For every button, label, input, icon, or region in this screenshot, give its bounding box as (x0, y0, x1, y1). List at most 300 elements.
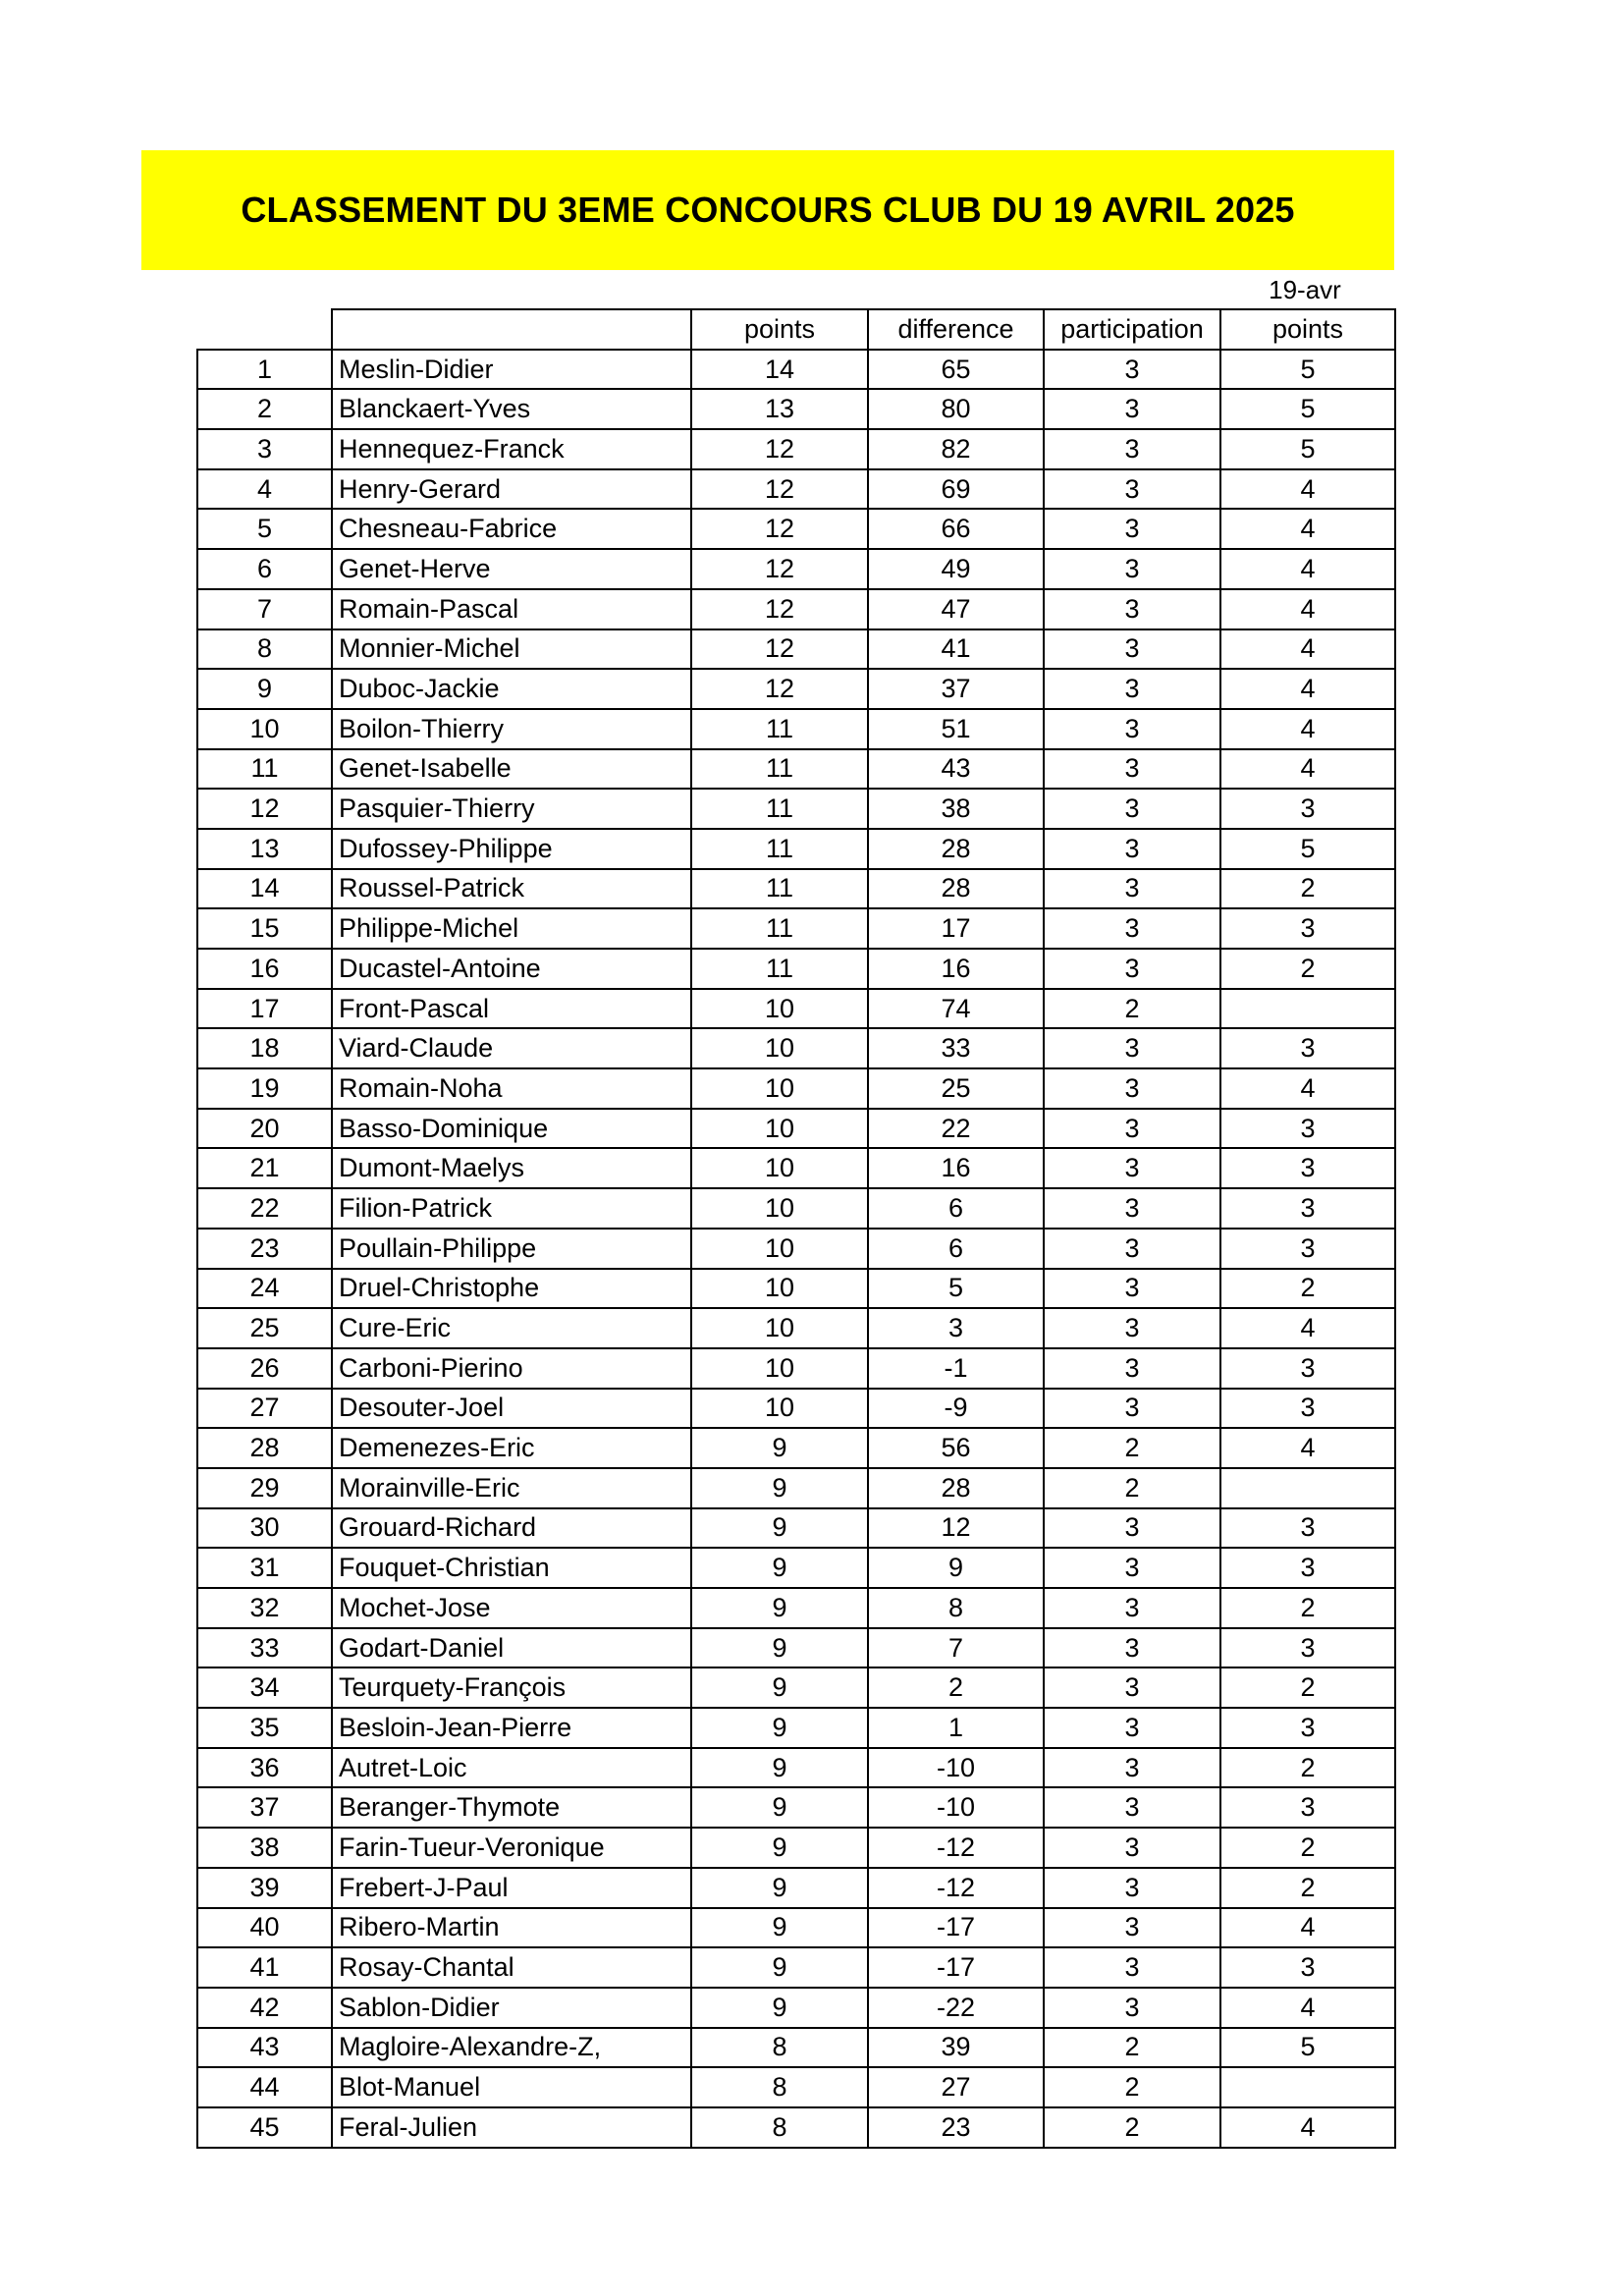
table-row (197, 949, 1395, 989)
cell-day-points: 3 (1220, 1109, 1395, 1149)
cell-day-points: 5 (1220, 350, 1395, 390)
cell-participation: 3 (1044, 1708, 1220, 1748)
cell-rank: 14 (197, 869, 332, 909)
cell-participation: 3 (1044, 1389, 1220, 1429)
cell-difference: 5 (868, 1269, 1044, 1309)
cell-points: 8 (691, 2107, 868, 2148)
cell-day-points: 4 (1220, 2107, 1395, 2148)
cell-rank: 18 (197, 1028, 332, 1068)
cell-rank: 9 (197, 669, 332, 709)
cell-points: 11 (691, 789, 868, 829)
cell-difference: 65 (868, 350, 1044, 390)
cell-day-points: 3 (1220, 1188, 1395, 1229)
cell-difference: 33 (868, 1028, 1044, 1068)
table-row (197, 1947, 1395, 1988)
cell-points: 14 (691, 350, 868, 390)
cell-participation: 3 (1044, 549, 1220, 589)
table-row (197, 1028, 1395, 1068)
cell-name: Feral-Julien (332, 2107, 691, 2148)
cell-name: Philippe-Michel (332, 908, 691, 949)
cell-participation: 3 (1044, 1787, 1220, 1828)
table-row (197, 1348, 1395, 1389)
page-title: CLASSEMENT DU 3EME CONCOURS CLUB DU 19 AVRIL 2025 (241, 190, 1295, 230)
cell-day-points: 3 (1220, 908, 1395, 949)
cell-points: 9 (691, 1828, 868, 1868)
cell-participation: 2 (1044, 989, 1220, 1029)
table-row (197, 829, 1395, 869)
table-row (197, 1988, 1395, 2028)
cell-name: Teurquety-François (332, 1667, 691, 1708)
table-row (197, 1588, 1395, 1628)
cell-name: Front-Pascal (332, 989, 691, 1029)
table-row (197, 1748, 1395, 1788)
cell-points: 10 (691, 1229, 868, 1269)
cell-points: 10 (691, 1389, 868, 1429)
table-row (197, 1868, 1395, 1908)
cell-rank: 2 (197, 389, 332, 429)
cell-points: 11 (691, 749, 868, 790)
cell-name: Genet-Herve (332, 549, 691, 589)
cell-participation: 3 (1044, 1269, 1220, 1309)
cell-difference: 12 (868, 1508, 1044, 1549)
cell-points: 11 (691, 949, 868, 989)
cell-day-points: 3 (1220, 789, 1395, 829)
cell-day-points: 4 (1220, 1428, 1395, 1468)
cell-points: 9 (691, 1667, 868, 1708)
cell-participation: 3 (1044, 1667, 1220, 1708)
cell-difference: -1 (868, 1348, 1044, 1389)
cell-points: 10 (691, 1188, 868, 1229)
cell-difference: -22 (868, 1988, 1044, 2028)
cell-difference: 69 (868, 469, 1044, 510)
cell-rank: 16 (197, 949, 332, 989)
table-row (197, 1148, 1395, 1188)
cell-name: Frebert-J-Paul (332, 1868, 691, 1908)
cell-points: 9 (691, 1748, 868, 1788)
cell-participation: 3 (1044, 1868, 1220, 1908)
cell-difference: 43 (868, 749, 1044, 790)
cell-participation: 3 (1044, 469, 1220, 510)
cell-rank: 43 (197, 2028, 332, 2068)
cell-day-points (1220, 989, 1395, 1029)
cell-name: Grouard-Richard (332, 1508, 691, 1549)
cell-rank: 35 (197, 1708, 332, 1748)
table-row (197, 1787, 1395, 1828)
cell-difference: 23 (868, 2107, 1044, 2148)
cell-rank: 6 (197, 549, 332, 589)
cell-rank: 37 (197, 1787, 332, 1828)
cell-rank: 5 (197, 509, 332, 549)
cell-participation: 3 (1044, 949, 1220, 989)
cell-participation: 3 (1044, 1947, 1220, 1988)
cell-day-points: 3 (1220, 1548, 1395, 1588)
cell-participation: 2 (1044, 2028, 1220, 2068)
cell-difference: 28 (868, 869, 1044, 909)
table-row (197, 908, 1395, 949)
cell-day-points: 4 (1220, 469, 1395, 510)
cell-difference: 3 (868, 1308, 1044, 1348)
cell-points: 9 (691, 1628, 868, 1668)
cell-name: Dufossey-Philippe (332, 829, 691, 869)
cell-difference: -12 (868, 1828, 1044, 1868)
cell-name: Romain-Pascal (332, 589, 691, 629)
table-row (197, 709, 1395, 749)
table-row (197, 1508, 1395, 1549)
header-day-points: points (1220, 309, 1395, 350)
cell-participation: 3 (1044, 1828, 1220, 1868)
cell-participation: 3 (1044, 1188, 1220, 1229)
table-row (197, 1908, 1395, 1948)
cell-day-points: 4 (1220, 549, 1395, 589)
cell-participation: 3 (1044, 1229, 1220, 1269)
cell-points: 9 (691, 1908, 868, 1948)
cell-name: Magloire-Alexandre-Z, (332, 2028, 691, 2068)
cell-difference: 8 (868, 1588, 1044, 1628)
cell-name: Boilon-Thierry (332, 709, 691, 749)
cell-points: 10 (691, 1148, 868, 1188)
cell-rank: 23 (197, 1229, 332, 1269)
cell-name: Besloin-Jean-Pierre (332, 1708, 691, 1748)
cell-name: Farin-Tueur-Veronique (332, 1828, 691, 1868)
date-header: 19-avr (1269, 274, 1341, 304)
cell-rank: 1 (197, 350, 332, 390)
cell-points: 9 (691, 1508, 868, 1549)
cell-day-points: 3 (1220, 1028, 1395, 1068)
cell-day-points: 3 (1220, 1947, 1395, 1988)
cell-difference: 6 (868, 1229, 1044, 1269)
cell-points: 10 (691, 1028, 868, 1068)
cell-name: Roussel-Patrick (332, 869, 691, 909)
cell-name: Duboc-Jackie (332, 669, 691, 709)
cell-participation: 3 (1044, 749, 1220, 790)
table-row (197, 2028, 1395, 2068)
cell-points: 11 (691, 709, 868, 749)
cell-rank: 25 (197, 1308, 332, 1348)
cell-difference: 7 (868, 1628, 1044, 1668)
table-row (197, 749, 1395, 790)
cell-participation: 3 (1044, 1628, 1220, 1668)
cell-participation: 2 (1044, 2067, 1220, 2107)
cell-participation: 3 (1044, 1348, 1220, 1389)
cell-name: Romain-Noha (332, 1068, 691, 1109)
cell-participation: 3 (1044, 908, 1220, 949)
cell-participation: 3 (1044, 629, 1220, 670)
table-row (197, 350, 1395, 390)
table-row (197, 429, 1395, 469)
cell-rank: 24 (197, 1269, 332, 1309)
table-row (197, 1068, 1395, 1109)
cell-difference: 56 (868, 1428, 1044, 1468)
cell-rank: 3 (197, 429, 332, 469)
cell-participation: 3 (1044, 669, 1220, 709)
cell-name: Fouquet-Christian (332, 1548, 691, 1588)
table-row (197, 1468, 1395, 1508)
cell-day-points: 4 (1220, 1988, 1395, 2028)
table-row (197, 1548, 1395, 1588)
cell-rank: 17 (197, 989, 332, 1029)
cell-rank: 13 (197, 829, 332, 869)
cell-name: Chesneau-Fabrice (332, 509, 691, 549)
cell-points: 11 (691, 908, 868, 949)
cell-difference: 47 (868, 589, 1044, 629)
cell-day-points: 2 (1220, 1269, 1395, 1309)
cell-rank: 31 (197, 1548, 332, 1588)
cell-rank: 22 (197, 1188, 332, 1229)
cell-points: 9 (691, 1428, 868, 1468)
cell-name: Poullain-Philippe (332, 1229, 691, 1269)
table-row (197, 1269, 1395, 1309)
cell-name: Dumont-Maelys (332, 1148, 691, 1188)
cell-points: 9 (691, 1868, 868, 1908)
cell-rank: 36 (197, 1748, 332, 1788)
cell-name: Pasquier-Thierry (332, 789, 691, 829)
cell-participation: 3 (1044, 589, 1220, 629)
cell-points: 12 (691, 469, 868, 510)
header-points: points (691, 309, 868, 350)
cell-name: Sablon-Didier (332, 1988, 691, 2028)
table-row (197, 869, 1395, 909)
table-row (197, 1428, 1395, 1468)
cell-day-points: 4 (1220, 1908, 1395, 1948)
cell-name: Ribero-Martin (332, 1908, 691, 1948)
cell-name: Basso-Dominique (332, 1109, 691, 1149)
cell-participation: 3 (1044, 1548, 1220, 1588)
cell-name: Meslin-Didier (332, 350, 691, 390)
cell-points: 9 (691, 1468, 868, 1508)
results-table (196, 308, 1396, 2149)
cell-participation: 3 (1044, 350, 1220, 390)
table-row (197, 1229, 1395, 1269)
cell-rank: 12 (197, 789, 332, 829)
cell-name: Autret-Loic (332, 1748, 691, 1788)
cell-rank: 42 (197, 1988, 332, 2028)
cell-participation: 3 (1044, 1748, 1220, 1788)
cell-day-points: 4 (1220, 669, 1395, 709)
table-row (197, 1628, 1395, 1668)
cell-rank: 21 (197, 1148, 332, 1188)
cell-day-points: 3 (1220, 1229, 1395, 1269)
cell-rank: 32 (197, 1588, 332, 1628)
cell-points: 11 (691, 829, 868, 869)
table-row (197, 589, 1395, 629)
cell-day-points: 2 (1220, 1667, 1395, 1708)
cell-name: Rosay-Chantal (332, 1947, 691, 1988)
cell-points: 8 (691, 2028, 868, 2068)
cell-day-points: 2 (1220, 1748, 1395, 1788)
cell-points: 10 (691, 1068, 868, 1109)
cell-difference: 41 (868, 629, 1044, 670)
cell-rank: 10 (197, 709, 332, 749)
table-row (197, 1708, 1395, 1748)
title-banner (141, 150, 1394, 270)
cell-difference: 27 (868, 2067, 1044, 2107)
cell-day-points: 2 (1220, 1828, 1395, 1868)
cell-participation: 2 (1044, 1428, 1220, 1468)
cell-rank: 28 (197, 1428, 332, 1468)
cell-difference: -9 (868, 1389, 1044, 1429)
cell-rank: 27 (197, 1389, 332, 1429)
cell-name: Morainville-Eric (332, 1468, 691, 1508)
cell-participation: 3 (1044, 1109, 1220, 1149)
cell-points: 10 (691, 1308, 868, 1348)
cell-day-points: 3 (1220, 1348, 1395, 1389)
cell-rank: 29 (197, 1468, 332, 1508)
cell-day-points: 5 (1220, 389, 1395, 429)
cell-points: 10 (691, 1348, 868, 1389)
cell-participation: 2 (1044, 1468, 1220, 1508)
cell-participation: 3 (1044, 829, 1220, 869)
cell-points: 12 (691, 589, 868, 629)
cell-difference: -17 (868, 1908, 1044, 1948)
cell-points: 9 (691, 1988, 868, 2028)
cell-name: Godart-Daniel (332, 1628, 691, 1668)
cell-participation: 3 (1044, 1028, 1220, 1068)
table-row (197, 989, 1395, 1029)
table-row (197, 1188, 1395, 1229)
cell-participation: 3 (1044, 789, 1220, 829)
cell-name: Cure-Eric (332, 1308, 691, 1348)
header-participation: participation (1044, 309, 1220, 350)
cell-participation: 3 (1044, 1588, 1220, 1628)
cell-day-points: 4 (1220, 629, 1395, 670)
cell-difference: 51 (868, 709, 1044, 749)
cell-rank: 20 (197, 1109, 332, 1149)
cell-difference: 74 (868, 989, 1044, 1029)
cell-participation: 3 (1044, 1908, 1220, 1948)
cell-day-points: 5 (1220, 429, 1395, 469)
cell-points: 9 (691, 1708, 868, 1748)
cell-points: 9 (691, 1588, 868, 1628)
table-row (197, 509, 1395, 549)
cell-day-points: 4 (1220, 749, 1395, 790)
cell-difference: 16 (868, 949, 1044, 989)
cell-participation: 3 (1044, 1508, 1220, 1549)
cell-day-points (1220, 2067, 1395, 2107)
table-row (197, 2107, 1395, 2148)
cell-points: 13 (691, 389, 868, 429)
cell-difference: 66 (868, 509, 1044, 549)
cell-rank: 44 (197, 2067, 332, 2107)
cell-participation: 3 (1044, 389, 1220, 429)
cell-participation: 3 (1044, 869, 1220, 909)
cell-participation: 3 (1044, 1308, 1220, 1348)
cell-difference: 22 (868, 1109, 1044, 1149)
cell-rank: 34 (197, 1667, 332, 1708)
header-name (332, 309, 691, 350)
cell-difference: 16 (868, 1148, 1044, 1188)
table-row (197, 629, 1395, 670)
table-row (197, 549, 1395, 589)
cell-points: 10 (691, 1269, 868, 1309)
cell-difference: 2 (868, 1667, 1044, 1708)
header-difference: difference (868, 309, 1044, 350)
cell-name: Viard-Claude (332, 1028, 691, 1068)
cell-rank: 26 (197, 1348, 332, 1389)
cell-rank: 45 (197, 2107, 332, 2148)
cell-participation: 3 (1044, 1068, 1220, 1109)
cell-day-points: 2 (1220, 1588, 1395, 1628)
table-row (197, 1667, 1395, 1708)
table-row (197, 1109, 1395, 1149)
cell-difference: 82 (868, 429, 1044, 469)
cell-participation: 3 (1044, 709, 1220, 749)
cell-points: 12 (691, 629, 868, 670)
table-row (197, 669, 1395, 709)
cell-points: 12 (691, 549, 868, 589)
cell-name: Monnier-Michel (332, 629, 691, 670)
cell-difference: 28 (868, 1468, 1044, 1508)
table-row (197, 789, 1395, 829)
cell-points: 11 (691, 869, 868, 909)
cell-rank: 33 (197, 1628, 332, 1668)
cell-day-points: 5 (1220, 2028, 1395, 2068)
cell-name: Mochet-Jose (332, 1588, 691, 1628)
cell-rank: 40 (197, 1908, 332, 1948)
cell-day-points: 2 (1220, 869, 1395, 909)
cell-difference: -12 (868, 1868, 1044, 1908)
cell-name: Beranger-Thymote (332, 1787, 691, 1828)
cell-participation: 3 (1044, 1988, 1220, 2028)
table-row (197, 2067, 1395, 2107)
cell-participation: 3 (1044, 429, 1220, 469)
cell-day-points: 4 (1220, 709, 1395, 749)
cell-points: 9 (691, 1548, 868, 1588)
cell-rank: 38 (197, 1828, 332, 1868)
cell-points: 9 (691, 1787, 868, 1828)
cell-difference: 37 (868, 669, 1044, 709)
cell-difference: 38 (868, 789, 1044, 829)
header-rank (197, 309, 332, 350)
cell-day-points: 3 (1220, 1148, 1395, 1188)
cell-day-points: 3 (1220, 1787, 1395, 1828)
cell-name: Druel-Christophe (332, 1269, 691, 1309)
cell-points: 10 (691, 1109, 868, 1149)
cell-difference: 39 (868, 2028, 1044, 2068)
cell-day-points: 3 (1220, 1389, 1395, 1429)
cell-rank: 30 (197, 1508, 332, 1549)
table-row (197, 469, 1395, 510)
cell-difference: 49 (868, 549, 1044, 589)
cell-rank: 41 (197, 1947, 332, 1988)
cell-points: 12 (691, 429, 868, 469)
table-row (197, 1389, 1395, 1429)
cell-difference: 6 (868, 1188, 1044, 1229)
cell-day-points: 3 (1220, 1628, 1395, 1668)
cell-points: 12 (691, 509, 868, 549)
cell-difference: 25 (868, 1068, 1044, 1109)
cell-name: Filion-Patrick (332, 1188, 691, 1229)
cell-participation: 3 (1044, 509, 1220, 549)
cell-name: Henry-Gerard (332, 469, 691, 510)
table-header-row (197, 309, 1395, 350)
cell-day-points: 2 (1220, 1868, 1395, 1908)
cell-participation: 3 (1044, 1148, 1220, 1188)
cell-points: 10 (691, 989, 868, 1029)
cell-day-points: 3 (1220, 1508, 1395, 1549)
cell-rank: 15 (197, 908, 332, 949)
cell-day-points: 4 (1220, 589, 1395, 629)
cell-points: 8 (691, 2067, 868, 2107)
cell-difference: 17 (868, 908, 1044, 949)
cell-day-points: 2 (1220, 949, 1395, 989)
cell-difference: 28 (868, 829, 1044, 869)
cell-rank: 7 (197, 589, 332, 629)
cell-name: Demenezes-Eric (332, 1428, 691, 1468)
cell-name: Blot-Manuel (332, 2067, 691, 2107)
cell-participation: 2 (1044, 2107, 1220, 2148)
cell-difference: 1 (868, 1708, 1044, 1748)
cell-difference: 80 (868, 389, 1044, 429)
